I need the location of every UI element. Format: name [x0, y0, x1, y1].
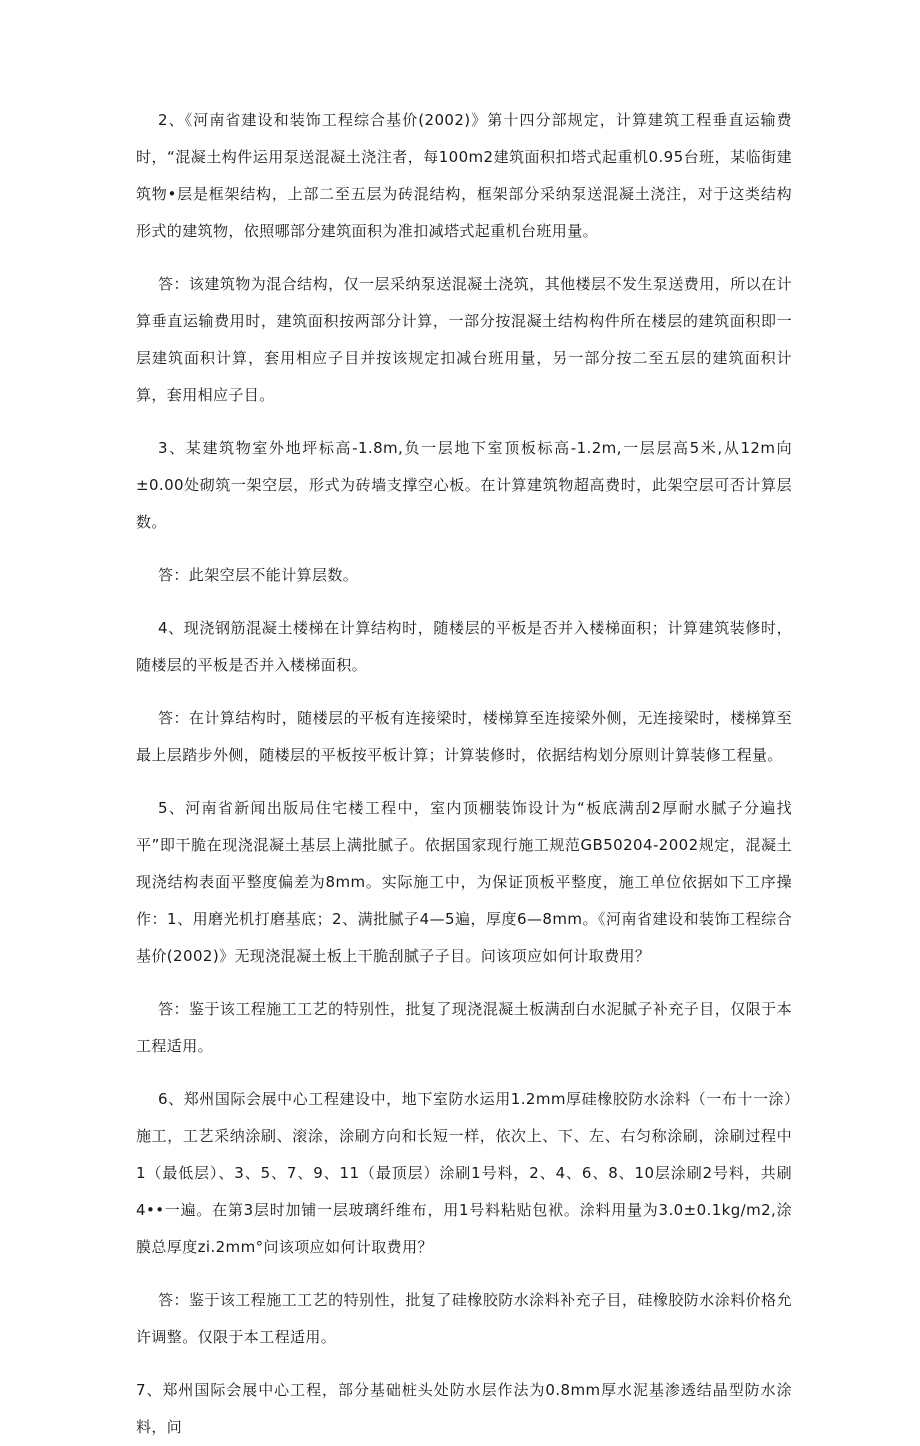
answer-4: 答：在计算结构时，随楼层的平板有连接梁时，楼梯算至连接梁外侧，无连接梁时，楼梯算至最上层踏步外侧，随楼层的平板按平板计算；计算装修时，依据结构划分原则计算装修工程量。	[136, 709, 792, 764]
answer-3: 答：此架空层不能计算层数。	[158, 566, 359, 584]
answer-5: 答：鉴于该工程施工工艺的特别性，批复了现浇混凝土板满刮白水泥腻子补充子目，仅限于本工程适用。	[136, 1000, 792, 1055]
question-7: 7、郑州国际会展中心工程，部分基础桩头处防水层作法为0.8mm厚水泥基渗透结晶型防水涂料，问	[136, 1381, 792, 1436]
answer-6: 答：鉴于该工程施工工艺的特别性，批复了硅橡胶防水涂料补充子目，硅橡胶防水涂料价格允许调整。仅限于本工程适用。	[136, 1291, 792, 1346]
question-4: 4、现浇钢筋混凝土楼梯在计算结构时，随楼层的平板是否并入楼梯面积；计算建筑装修时，随楼层的平板是否并入楼梯面积。	[136, 619, 792, 674]
question-6: 6、郑州国际会展中心工程建设中，地下室防水运用1.2mm厚硅橡胶防水涂料（一布十一涂）施工，工艺采纳涂刷、滚涂，涂刷方向和长短一样，依次上、下、左、右匀称涂刷，涂刷过程中1（最低层）、3、5、7、9、11（最顶层）涂刷1号料，2、4、6、8、10层涂刷2号料，共刷4••一遍。在第3层时加铺一层玻璃纤维布，用1号料粘贴包袱。涂料用量为3.0±0.1kg∕m2,涂膜总厚度zi.2mm°问该项应如何计取费用？	[136, 1090, 792, 1256]
question-3: 3、某建筑物室外地坪标高-1.8m,负一层地下室顶板标高-1.2m,一层层高5米,从12m向±0.00处砌筑一架空层，形式为砖墙支撑空心板。在计算建筑物超高费时，此架空层可否计算层数。	[136, 439, 792, 531]
question-5: 5、河南省新闻出版局住宅楼工程中，室内顶棚装饰设计为“板底满刮2厚耐水腻子分遍找平”即干脆在现浇混凝土基层上满批腻子。依据国家现行施工规范GB50204-2002规定，混凝土现浇结构表面平整度偏差为8mm。实际施工中，为保证顶板平整度，施工单位依据如下工序操作：1、用磨光机打磨基底；2、满批腻子4—5遍，厚度6—8mm。《河南省建设和装饰工程综合基价(2002)》无现浇混凝土板上干脆刮腻子子目。问该项应如何计取费用？	[136, 799, 792, 965]
document-body	[136, 102, 792, 1446]
question-2: 2、《河南省建设和装饰工程综合基价(2002)》第十四分部规定，计算建筑工程垂直运输费时，“混凝土构件运用泵送混凝土浇注者，每100m2建筑面积扣塔式起重机0.95台班，某临街建筑物•层是框架结构，上部二至五层为砖混结构，框架部分采纳泵送混凝土浇注，对于这类结构形式的建筑物，依照哪部分建筑面积为准扣减塔式起重机台班用量。	[136, 111, 792, 240]
answer-2: 答：该建筑物为混合结构，仅一层采纳泵送混凝土浇筑，其他楼层不发生泵送费用，所以在计算垂直运输费用时，建筑面积按两部分计算，一部分按混凝土结构构件所在楼层的建筑面积即一层建筑面积计算，套用相应子目并按该规定扣减台班用量，另一部分按二至五层的建筑面积计算，套用相应子目。	[136, 275, 792, 404]
